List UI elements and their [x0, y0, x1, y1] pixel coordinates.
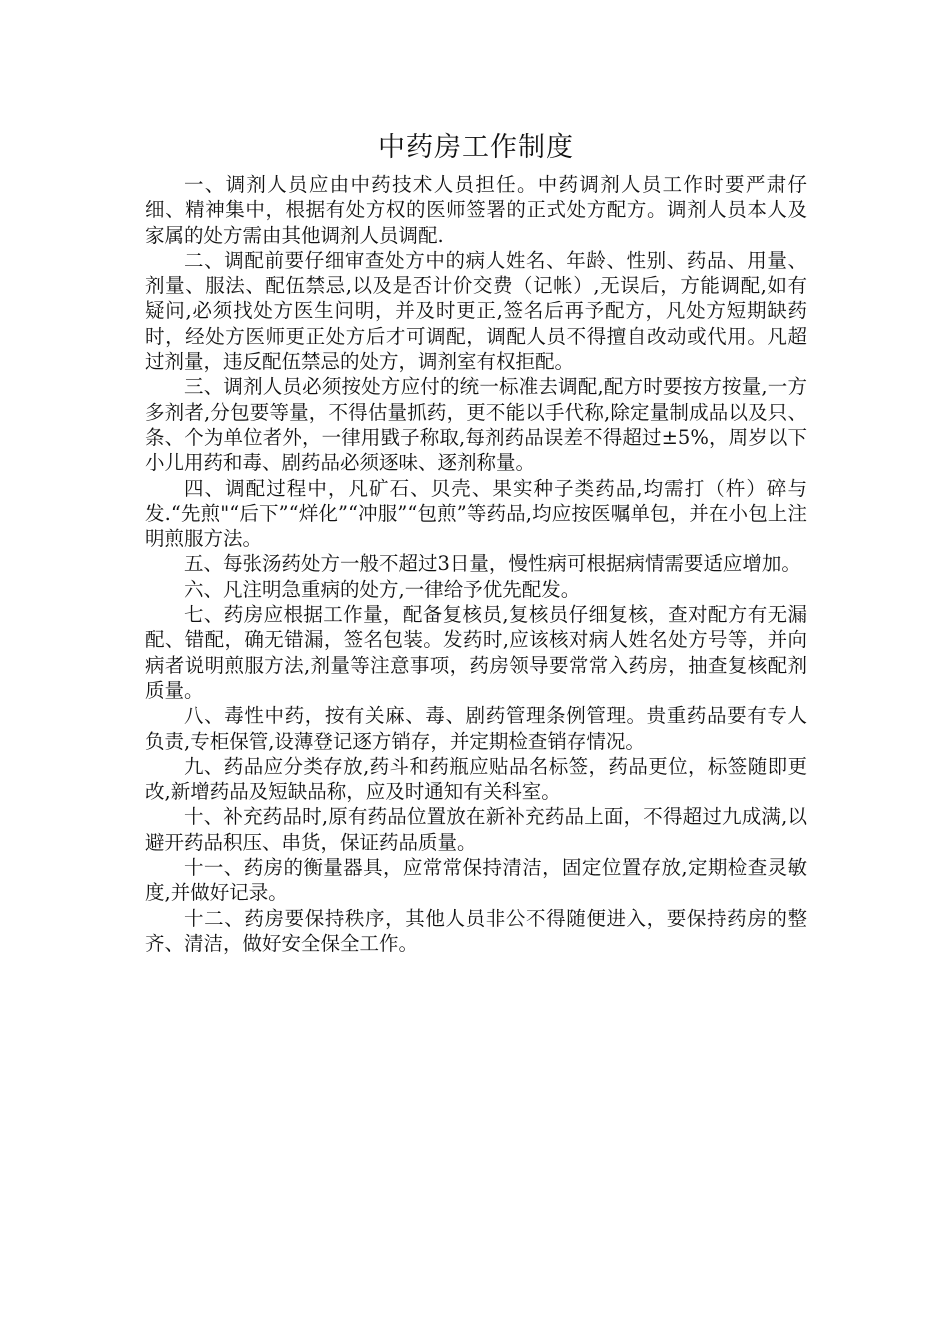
document-body: [145, 172, 807, 956]
document-page: [145, 128, 807, 956]
paragraph-10: 十、补充药品时,原有药品位置放在新补充药品上面，不得超过九成满,以避开药品积压、串货，保证药品质量。: [145, 805, 807, 854]
paragraph-6: 六、凡注明急重病的处方,一律给予优先配发。: [184, 577, 581, 601]
paragraph-11: 十一、药房的衡量器具，应常常保持清洁，固定位置存放,定期检查灵敏度,并做好记录。: [145, 856, 807, 905]
paragraph-9: 九、药品应分类存放,药斗和药瓶应贴品名标签，药品更位，标签随即更改,新增药品及短缺品称，应及时通知有关科室。: [145, 754, 807, 804]
paragraph-4: 四、调配过程中，凡矿石、贝壳、果实种子类药品,均需打（杵）碎与发.“先煎"“后下”“烊化”“冲服”“包煎”等药品,均应按医嘱单包，并在小包上注明煎服方法。: [145, 476, 807, 551]
document-title: 中药房工作制度: [378, 132, 574, 163]
paragraph-7: 七、药房应根据工作量，配备复核员,复核员仔细复核，查对配方有无漏配、错配，确无错漏，签名包装。发药时,应该核对病人姓名处方号等，并向病者说明煎服方法,剂量等注意事项，药房领导要常常入药房，抽查复核配剂质量。: [145, 603, 807, 702]
paragraph-12: 十二、药房要保持秩序，其他人员非公不得随便进入，要保持药房的整齐、清洁，做好安全保全工作。: [145, 906, 807, 955]
paragraph-1: 一、调剂人员应由中药技术人员担任。中药调剂人员工作时要严肃仔细、精神集中，根据有处方权的医师签署的正式处方配方。调剂人员本人及家属的处方需由其他调剂人员调配.: [145, 173, 807, 247]
paragraph-5: 五、每张汤药处方一般不超过3日量，慢性病可根据病情需要适应增加。: [184, 552, 801, 576]
paragraph-2: 二、调配前要仔细审查处方中的病人姓名、年龄、性别、药品、用量、剂量、服法、配伍禁忌,以及是否计价交费（记帐）,无误后，方能调配,如有疑问,必须找处方医生问明，并及时更正,签名后再予配方，凡处方短期缺药时，经处方医师更正处方后才可调配，调配人员不得擅自改动或代用。凡超过剂量，违反配伍禁忌的处方，调剂室有权拒配。: [145, 248, 807, 374]
paragraph-8: 八、毒性中药，按有关麻、毒、剧药管理条例管理。贵重药品要有专人负责,专柜保管,设薄登记逐方销存，并定期检查销存情况。: [145, 704, 807, 753]
paragraph-3: 三、调剂人员必须按处方应付的统一标准去调配,配方时要按方按量,一方多剂者,分包要等量，不得估量抓药，更不能以手代称,除定量制成品以及只、条、个为单位者外，一律用戥子称取,每剂药品误差不得超过±5%，周岁以下小儿用药和毒、剧药品必须逐味、逐剂称量。: [145, 375, 807, 475]
